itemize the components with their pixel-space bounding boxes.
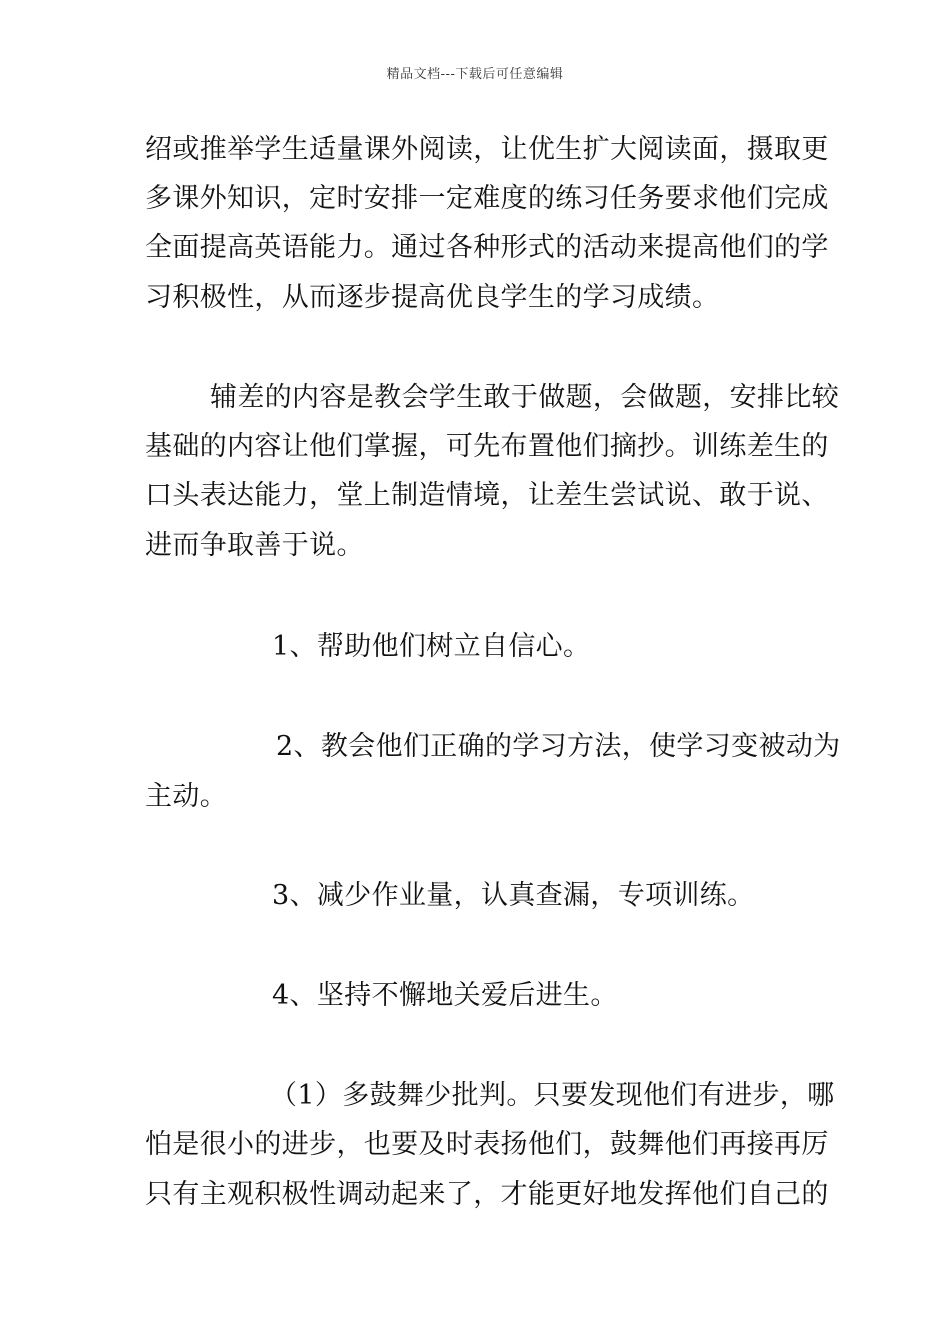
list-item: 4、坚持不懈地关爱后进生。 bbox=[272, 980, 618, 1011]
list-item: 1、帮助他们树立自信心。 bbox=[272, 631, 591, 662]
paragraph-line: 口头表达能力，堂上制造情境，让差生尝试说、敢于说、 bbox=[145, 480, 829, 511]
paragraph-line: 进而争取善于说。 bbox=[145, 530, 364, 561]
paragraph-line: 怕是很小的进步，也要及时表扬他们，鼓舞他们再接再厉 bbox=[145, 1129, 829, 1160]
paragraph-line: 只有主观积极性调动起来了，才能更好地发挥他们自己的 bbox=[145, 1179, 829, 1210]
paragraph-line: 绍或推举学生适量课外阅读，让优生扩大阅读面，摄取更 bbox=[145, 134, 829, 165]
paragraph-line: （1）多鼓舞少批判。只要发现他们有进步，哪 bbox=[270, 1080, 835, 1111]
list-item: 2、教会他们正确的学习方法，使学习变被动为 bbox=[276, 731, 841, 762]
page-header: 精品文档---下载后可任意编辑 bbox=[386, 67, 564, 82]
paragraph-line: 全面提高英语能力。通过各种形式的活动来提高他们的学 bbox=[145, 232, 829, 263]
list-item-continuation: 主动。 bbox=[145, 781, 228, 812]
paragraph-line: 多课外知识，定时安排一定难度的练习任务要求他们完成 bbox=[145, 183, 829, 214]
paragraph-line: 习积极性，从而逐步提高优良学生的学习成绩。 bbox=[145, 282, 720, 313]
paragraph-line: 基础的内容让他们掌握，可先布置他们摘抄。训练差生的 bbox=[145, 431, 829, 462]
list-item: 3、减少作业量，认真查漏，专项训练。 bbox=[272, 880, 755, 911]
paragraph-line: 辅差的内容是教会学生敢于做题，会做题，安排比较 bbox=[210, 382, 840, 413]
